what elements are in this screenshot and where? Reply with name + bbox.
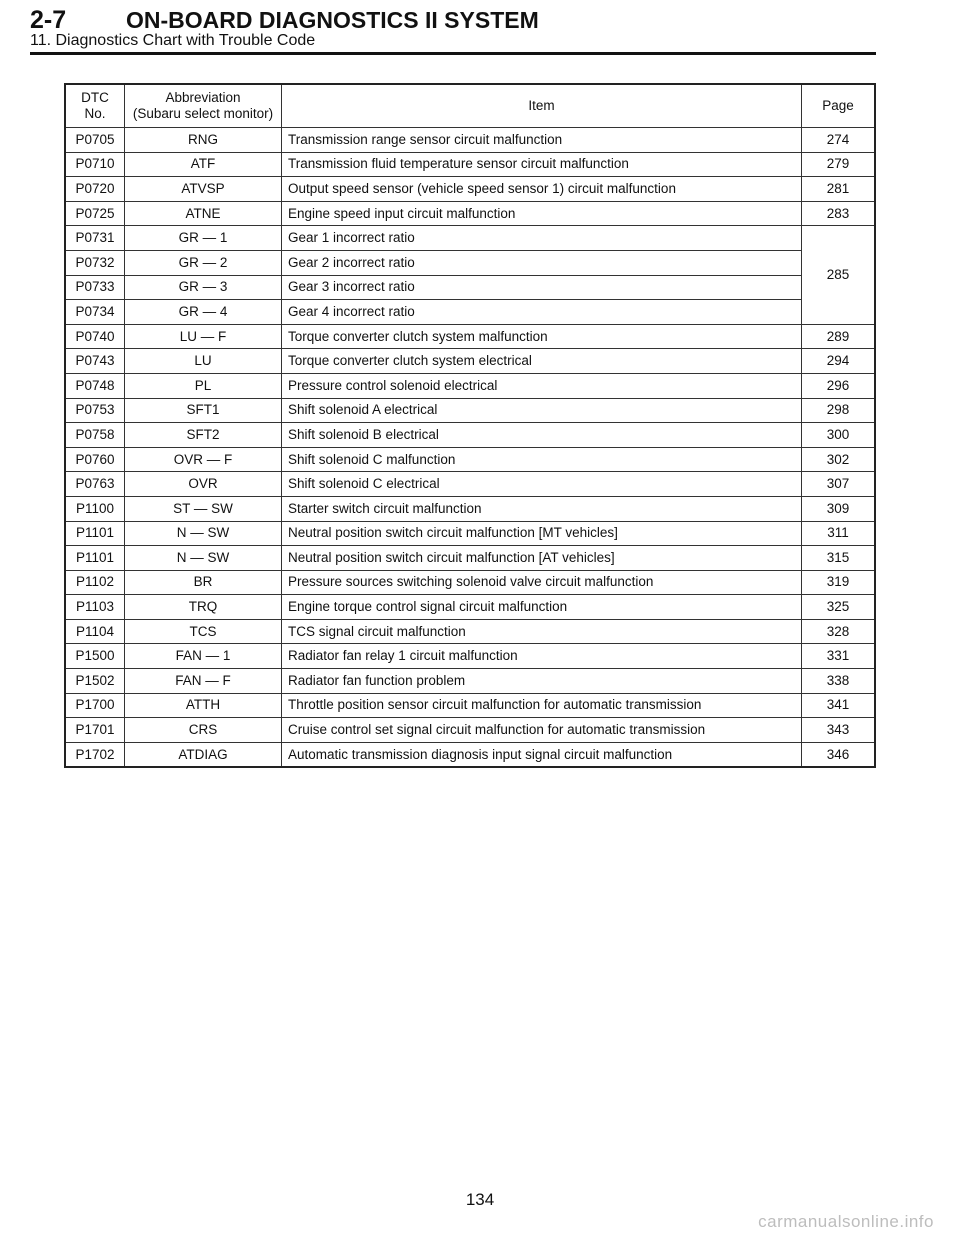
dtc-code: P0760 xyxy=(65,447,125,472)
abbreviation: OVR xyxy=(125,472,282,497)
table-row xyxy=(65,619,875,644)
header-abbreviation: Abbreviation (Subaru select monitor) xyxy=(125,84,282,128)
page-ref: 281 xyxy=(802,177,876,202)
table-row xyxy=(65,177,875,202)
abbreviation: LU xyxy=(125,349,282,374)
dtc-code: P0731 xyxy=(65,226,125,251)
table-row xyxy=(65,669,875,694)
abbreviation: GR — 2 xyxy=(125,250,282,275)
dtc-code: P1700 xyxy=(65,693,125,718)
abbreviation: ATVSP xyxy=(125,177,282,202)
page-ref: 279 xyxy=(802,152,876,177)
header-item: Item xyxy=(282,84,802,128)
page-ref: 285 xyxy=(802,226,876,324)
dtc-code: P1502 xyxy=(65,669,125,694)
item-description: Gear 2 incorrect ratio xyxy=(282,250,802,275)
table-row xyxy=(65,250,875,275)
table-row xyxy=(65,447,875,472)
header-page: Page xyxy=(802,84,876,128)
page-ref: 319 xyxy=(802,570,876,595)
item-description: Gear 4 incorrect ratio xyxy=(282,300,802,325)
item-description: Neutral position switch circuit malfunction [AT vehicles] xyxy=(282,546,802,571)
dtc-code: P1702 xyxy=(65,742,125,767)
table-row xyxy=(65,570,875,595)
dtc-code: P1100 xyxy=(65,496,125,521)
table-row xyxy=(65,718,875,743)
item-description: Radiator fan relay 1 circuit malfunction xyxy=(282,644,802,669)
item-description: TCS signal circuit malfunction xyxy=(282,619,802,644)
item-description: Pressure control solenoid electrical xyxy=(282,373,802,398)
item-description: Shift solenoid A electrical xyxy=(282,398,802,423)
table-row xyxy=(65,300,875,325)
page-ref: 328 xyxy=(802,619,876,644)
dtc-code: P1103 xyxy=(65,595,125,620)
item-description: Automatic transmission diagnosis input signal circuit malfunction xyxy=(282,742,802,767)
abbreviation: GR — 1 xyxy=(125,226,282,251)
item-description: Radiator fan function problem xyxy=(282,669,802,694)
table-row xyxy=(65,742,875,767)
page-ref: 346 xyxy=(802,742,876,767)
item-description: Transmission range sensor circuit malfunction xyxy=(282,128,802,153)
dtc-code: P1102 xyxy=(65,570,125,595)
dtc-code: P0725 xyxy=(65,201,125,226)
table-row xyxy=(65,398,875,423)
table-row xyxy=(65,373,875,398)
dtc-code: P1500 xyxy=(65,644,125,669)
dtc-code: P0705 xyxy=(65,128,125,153)
table-row xyxy=(65,152,875,177)
abbreviation: ATDIAG xyxy=(125,742,282,767)
dtc-code: P1101 xyxy=(65,546,125,571)
header-rule xyxy=(30,52,876,55)
abbreviation: TCS xyxy=(125,619,282,644)
item-description: Starter switch circuit malfunction xyxy=(282,496,802,521)
abbreviation: LU — F xyxy=(125,324,282,349)
item-description: Transmission fluid temperature sensor circuit malfunction xyxy=(282,152,802,177)
abbreviation: OVR — F xyxy=(125,447,282,472)
item-description: Gear 3 incorrect ratio xyxy=(282,275,802,300)
abbreviation: SFT2 xyxy=(125,423,282,448)
section-number: 2-7 xyxy=(30,6,67,34)
dtc-code: P0743 xyxy=(65,349,125,374)
table-row xyxy=(65,472,875,497)
table-row xyxy=(65,595,875,620)
table-row xyxy=(65,324,875,349)
page-ref: 341 xyxy=(802,693,876,718)
abbreviation: FAN — 1 xyxy=(125,644,282,669)
page-ref: 343 xyxy=(802,718,876,743)
abbreviation: N — SW xyxy=(125,521,282,546)
dtc-code: P0710 xyxy=(65,152,125,177)
table-row xyxy=(65,201,875,226)
item-description: Cruise control set signal circuit malfunction for automatic transmission xyxy=(282,718,802,743)
dtc-code: P0732 xyxy=(65,250,125,275)
dtc-code: P1701 xyxy=(65,718,125,743)
section-title: ON-BOARD DIAGNOSTICS II SYSTEM xyxy=(126,7,539,33)
dtc-code: P0740 xyxy=(65,324,125,349)
table-row xyxy=(65,521,875,546)
dtc-code: P0753 xyxy=(65,398,125,423)
dtc-code: P1101 xyxy=(65,521,125,546)
dtc-code: P0720 xyxy=(65,177,125,202)
page-number: 134 xyxy=(465,1190,495,1209)
abbreviation: N — SW xyxy=(125,546,282,571)
page-ref: 300 xyxy=(802,423,876,448)
abbreviation: FAN — F xyxy=(125,669,282,694)
table-body xyxy=(65,128,875,768)
item-description: Pressure sources switching solenoid valve circuit malfunction xyxy=(282,570,802,595)
abbreviation: ATF xyxy=(125,152,282,177)
item-description: Engine speed input circuit malfunction xyxy=(282,201,802,226)
page-ref: 309 xyxy=(802,496,876,521)
page-ref: 325 xyxy=(802,595,876,620)
dtc-code: P0758 xyxy=(65,423,125,448)
item-description: Torque converter clutch system electrical xyxy=(282,349,802,374)
page-ref: 331 xyxy=(802,644,876,669)
table-row xyxy=(65,496,875,521)
abbreviation: RNG xyxy=(125,128,282,153)
item-description: Gear 1 incorrect ratio xyxy=(282,226,802,251)
item-description: Torque converter clutch system malfunction xyxy=(282,324,802,349)
item-description: Neutral position switch circuit malfunction [MT vehicles] xyxy=(282,521,802,546)
table-row xyxy=(65,349,875,374)
table-row xyxy=(65,128,875,153)
table-header-row xyxy=(65,84,875,128)
chapter-subtitle: 11. Diagnostics Chart with Trouble Code xyxy=(30,32,316,49)
abbreviation: GR — 3 xyxy=(125,275,282,300)
table-row xyxy=(65,546,875,571)
page-ref: 294 xyxy=(802,349,876,374)
abbreviation: GR — 4 xyxy=(125,300,282,325)
page-ref: 307 xyxy=(802,472,876,497)
item-description: Throttle position sensor circuit malfunction for automatic transmission xyxy=(282,693,802,718)
item-description: Shift solenoid C malfunction xyxy=(282,447,802,472)
watermark: carmanualsonline.info xyxy=(758,1212,934,1231)
dtc-code: P1104 xyxy=(65,619,125,644)
page-ref: 274 xyxy=(802,128,876,153)
abbreviation: ATNE xyxy=(125,201,282,226)
page-ref: 289 xyxy=(802,324,876,349)
abbreviation: TRQ xyxy=(125,595,282,620)
item-description: Output speed sensor (vehicle speed sensor 1) circuit malfunction xyxy=(282,177,802,202)
page-ref: 298 xyxy=(802,398,876,423)
dtc-table xyxy=(64,83,876,768)
page-ref: 311 xyxy=(802,521,876,546)
dtc-code: P0733 xyxy=(65,275,125,300)
abbreviation: PL xyxy=(125,373,282,398)
dtc-code: P0763 xyxy=(65,472,125,497)
table-row xyxy=(65,226,875,251)
page-ref: 283 xyxy=(802,201,876,226)
abbreviation: SFT1 xyxy=(125,398,282,423)
abbreviation: BR xyxy=(125,570,282,595)
header-dtc-no: DTC No. xyxy=(65,84,125,128)
table-row xyxy=(65,644,875,669)
item-description: Shift solenoid C electrical xyxy=(282,472,802,497)
table-row xyxy=(65,423,875,448)
abbreviation: ST — SW xyxy=(125,496,282,521)
abbreviation: CRS xyxy=(125,718,282,743)
item-description: Engine torque control signal circuit malfunction xyxy=(282,595,802,620)
table-row xyxy=(65,693,875,718)
page-ref: 296 xyxy=(802,373,876,398)
table-row xyxy=(65,275,875,300)
page-ref: 302 xyxy=(802,447,876,472)
page-header xyxy=(30,6,876,50)
dtc-code: P0748 xyxy=(65,373,125,398)
page-ref: 338 xyxy=(802,669,876,694)
item-description: Shift solenoid B electrical xyxy=(282,423,802,448)
dtc-code: P0734 xyxy=(65,300,125,325)
page-ref: 315 xyxy=(802,546,876,571)
abbreviation: ATTH xyxy=(125,693,282,718)
